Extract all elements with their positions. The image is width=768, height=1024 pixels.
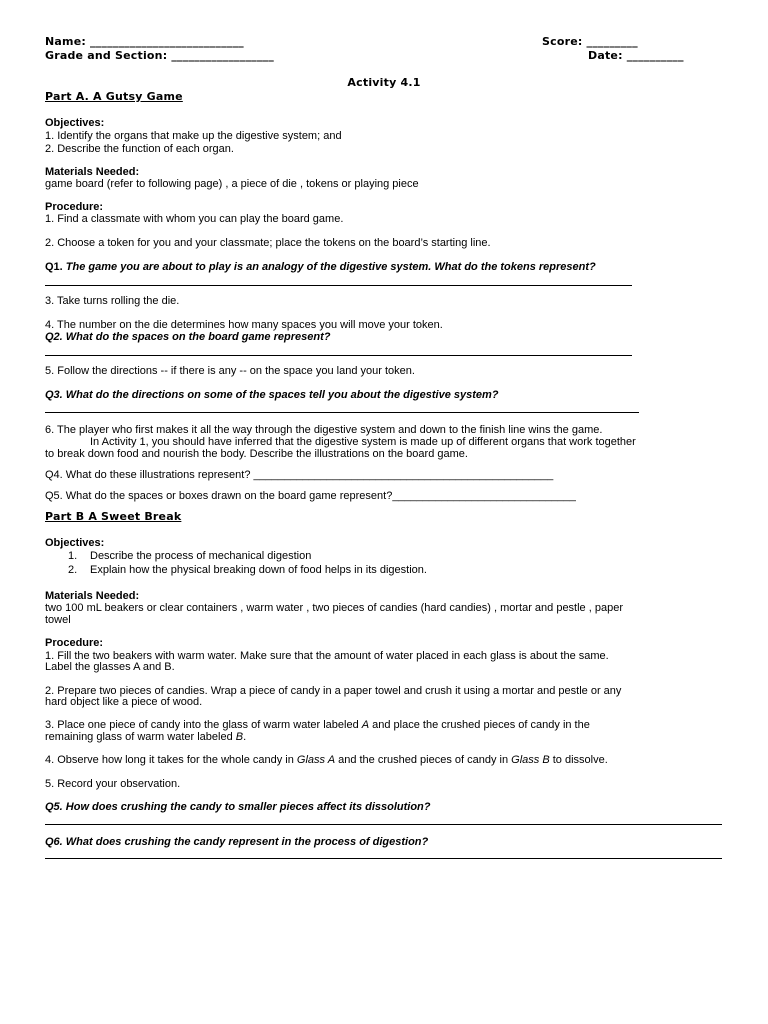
part-b-step-2-line-2: hard object like a piece of wood. [45, 696, 203, 708]
activity-title: Activity 4.1 [347, 76, 421, 89]
part-a-objective-1: 1. Identify the organs that make up the digestive system; and [45, 130, 342, 142]
grade-section-field-label: Grade and Section: __________________ [45, 49, 274, 62]
part-b-materials-line-1: two 100 mL beakers or clear containers , warm water , two pieces of candies (hard candies) , mortar and pestle , paper [45, 602, 623, 614]
step-3-text-a: 3. Place one piece of candy into the glass of warm water labeled [45, 719, 362, 731]
score-field-label: Score: _________ [542, 35, 638, 48]
question-q2: Q2. What do the spaces on the board game represent? [45, 331, 331, 343]
step-3-glass-label-a: A [361, 719, 370, 731]
part-b-step-2-line-1: 2. Prepare two pieces of candies. Wrap a piece of candy in a paper towel and crush it using a mortar and pestle or any [45, 685, 622, 697]
answer-line-q6[interactable] [45, 858, 722, 859]
part-b-procedure-heading: Procedure: [45, 637, 104, 649]
part-b-objectives-heading: Objectives: [45, 537, 105, 549]
part-b-step-1-line-1: 1. Fill the two beakers with warm water. Make sure that the amount of water placed in each glass is about the same. [45, 650, 609, 662]
question-q1 [45, 261, 596, 274]
part-a-step-6: 6. The player who first makes it all the way through the digestive system and down to the finish line wins the game. [45, 424, 603, 436]
part-a-paragraph-line-1: In Activity 1, you should have inferred that the digestive system is made up of different organs that work together [90, 436, 636, 448]
step-4-glass-b: Glass B [511, 754, 550, 766]
part-a-objectives-heading: Objectives: [45, 117, 105, 129]
part-b-objective-1-text: Describe the process of mechanical digestion [90, 550, 312, 562]
part-b-step-1-line-2: Label the glasses A and B. [45, 661, 175, 673]
question-q5-candy: Q5. How does crushing the candy to smaller pieces affect its dissolution? [45, 801, 431, 813]
part-a-objective-2: 2. Describe the function of each organ. [45, 143, 234, 155]
part-a-step-3: 3. Take turns rolling the die. [45, 295, 180, 307]
part-b-title: Part B A Sweet Break [45, 510, 182, 523]
step-3-line-2-period: . [243, 731, 247, 743]
question-q6: Q6. What does crushing the candy represent in the process of digestion? [45, 836, 429, 848]
part-b-materials-heading: Materials Needed: [45, 590, 140, 602]
part-a-paragraph-line-2: to break down food and nourish the body. Describe the illustrations on the board game. [45, 448, 468, 460]
part-b-step-3-line-2 [45, 731, 246, 744]
date-field-label: Date: __________ [588, 49, 684, 62]
part-b-step-4 [45, 754, 608, 767]
step-3-line-2-text: remaining glass of warm water labeled [45, 731, 236, 743]
answer-line-q3[interactable] [45, 412, 639, 413]
step-4-text-c: and the crushed pieces of candy in [335, 754, 512, 766]
part-b-objective-2-number: 2. [68, 564, 78, 576]
answer-line-q2[interactable] [45, 355, 632, 356]
part-b-objective-1-number: 1. [68, 550, 78, 562]
step-3-glass-label-b: B [235, 731, 244, 743]
part-b-step-5: 5. Record your observation. [45, 778, 181, 790]
part-a-step-4: 4. The number on the die determines how many spaces you will move your token. [45, 319, 443, 331]
answer-line-q5-candy[interactable] [45, 824, 722, 825]
name-field-label: Name: ___________________________ [45, 35, 244, 48]
part-a-procedure-heading: Procedure: [45, 201, 104, 213]
part-b-materials-line-2: towel [45, 614, 71, 626]
part-a-materials-text: game board (refer to following page) , a piece of die , tokens or playing piece [45, 178, 419, 190]
step-4-text-a: 4. Observe how long it takes for the whole candy in [45, 754, 297, 766]
part-a-step-5: 5. Follow the directions -- if there is any -- on the space you land your token. [45, 365, 415, 377]
question-q5-board: Q5. What do the spaces or boxes drawn on the board game represent?______________________________ [45, 490, 576, 502]
step-3-text-c: and place the crushed pieces of candy in the [369, 719, 590, 731]
answer-line-q1[interactable] [45, 285, 632, 286]
question-q4: Q4. What do these illustrations represent? _________________________________________________ [45, 469, 554, 481]
question-q1-number: Q1. [45, 261, 63, 273]
step-4-glass-a: Glass A [296, 754, 336, 766]
step-4-text-e: to dissolve. [549, 754, 608, 766]
part-a-materials-heading: Materials Needed: [45, 166, 140, 178]
question-q1-text: The game you are about to play is an analogy of the digestive system. What do the tokens represent? [65, 261, 596, 273]
part-a-title: Part A. A Gutsy Game [45, 90, 183, 103]
part-a-step-1: 1. Find a classmate with whom you can play the board game. [45, 213, 344, 225]
part-b-objective-2-text: Explain how the physical breaking down of food helps in its digestion. [90, 564, 427, 576]
question-q3: Q3. What do the directions on some of the spaces tell you about the digestive system? [45, 389, 499, 401]
part-a-step-2: 2. Choose a token for you and your classmate; place the tokens on the board’s starting line. [45, 237, 491, 249]
